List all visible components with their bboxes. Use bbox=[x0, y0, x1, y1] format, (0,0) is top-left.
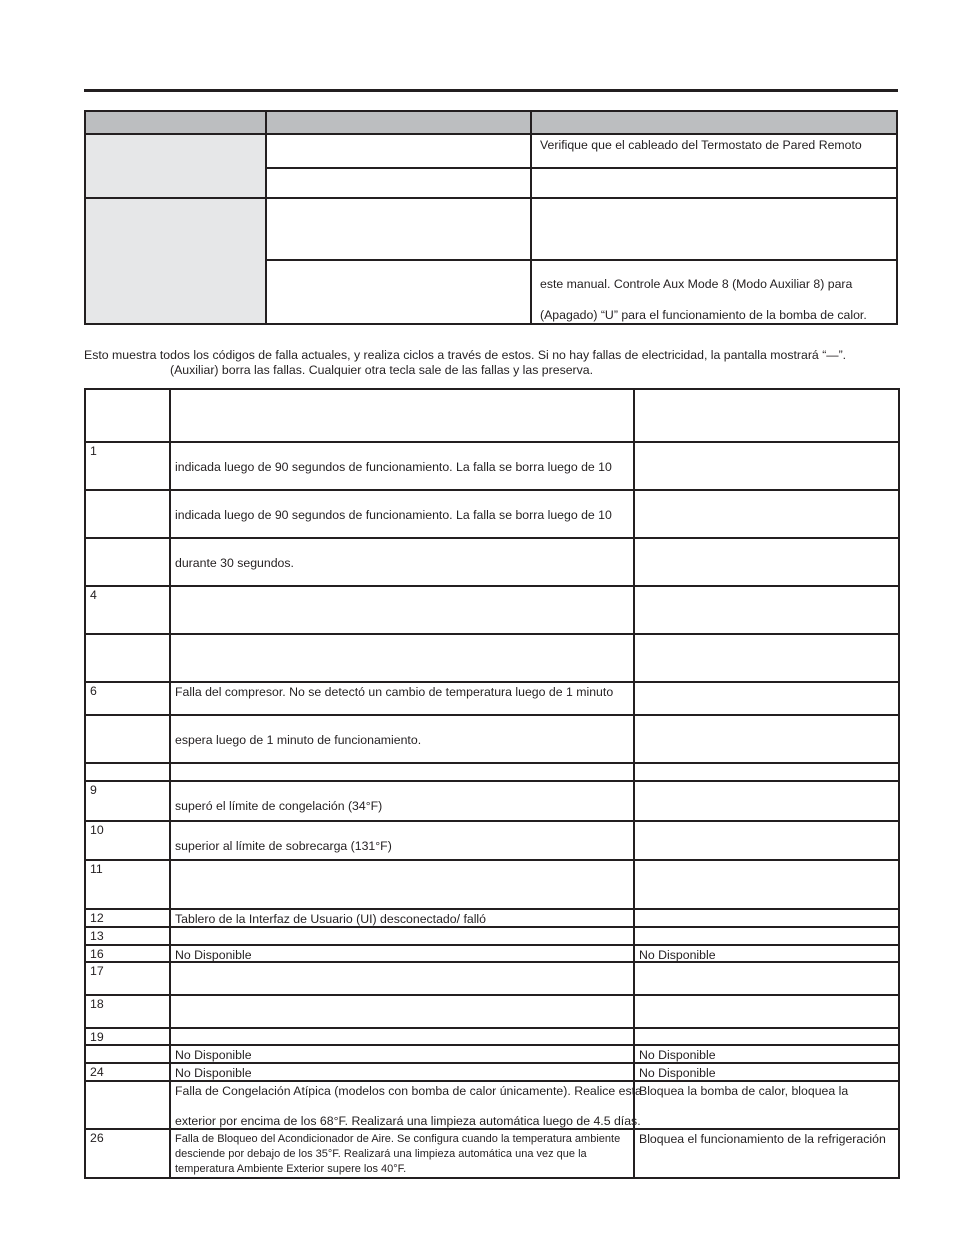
fault-description: exterior por encima de los 68°F. Realizará una limpieza automática luego de 4.5 días. bbox=[175, 1114, 641, 1128]
problem-cell-2 bbox=[84, 198, 265, 325]
header-row bbox=[84, 110, 898, 134]
fault-action: Bloquea el funcionamiento de la refrigeración bbox=[639, 1132, 886, 1146]
fault-description: indicada luego de 90 segundos de funcionamiento. La falla se borra luego de 10 bbox=[175, 508, 612, 522]
troubleshooting-table bbox=[84, 110, 898, 325]
fault-description: Falla de Congelación Atípica (modelos con bomba de calor únicamente). Realice esta bbox=[175, 1084, 642, 1098]
fault-description: Falla de Bloqueo del Acondicionador de Aire. Se configura cuando la temperatura ambiente bbox=[175, 1133, 621, 1145]
fault-code: 13 bbox=[90, 929, 104, 943]
fault-code: 18 bbox=[90, 997, 104, 1011]
solution-text-3a: este manual. Controle Aux Mode 8 (Modo Auxiliar 8) para bbox=[540, 277, 853, 291]
fault-description: indicada luego de 90 segundos de funcionamiento. La falla se borra luego de 10 bbox=[175, 460, 612, 474]
fault-action: No Disponible bbox=[639, 1048, 716, 1062]
fault-code: 4 bbox=[90, 588, 97, 602]
fault-description: superior al límite de sobrecarga (131°F) bbox=[175, 839, 392, 853]
fault-description: Tablero de la Interfaz de Usuario (UI) desconectado/ falló bbox=[175, 912, 487, 926]
fault-description: durante 30 segundos. bbox=[175, 556, 294, 570]
fault-description: superó el límite de congelación (34°F) bbox=[175, 799, 383, 813]
header-rule bbox=[84, 89, 898, 92]
fault-code: 16 bbox=[90, 947, 104, 961]
fault-action: No Disponible bbox=[639, 948, 716, 962]
fault-code-table bbox=[84, 388, 900, 1179]
fault-code: 17 bbox=[90, 964, 104, 978]
fault-description: No Disponible bbox=[175, 948, 252, 962]
fault-code: 1 bbox=[90, 444, 97, 458]
solution-text-1: Verifique que el cableado del Termostato de Pared Remoto bbox=[540, 138, 862, 152]
fault-code: 24 bbox=[90, 1065, 104, 1079]
fault-code: 10 bbox=[90, 823, 104, 837]
fault-description: desciende por debajo de los 35°F. Realizará una limpieza automática una vez que la bbox=[175, 1148, 587, 1160]
fault-description: Falla del compresor. No se detectó un cambio de temperatura luego de 1 minuto bbox=[175, 685, 614, 699]
fault-description: No Disponible bbox=[175, 1048, 252, 1062]
problem-cell-1 bbox=[84, 134, 265, 198]
fault-code: 6 bbox=[90, 684, 97, 698]
fault-code: 19 bbox=[90, 1030, 104, 1044]
fault-action: No Disponible bbox=[639, 1066, 716, 1080]
fault-code: 9 bbox=[90, 783, 97, 797]
fault-code: 12 bbox=[90, 911, 104, 925]
fault-description: temperatura Ambiente Exterior supere los 40°F. bbox=[175, 1163, 407, 1175]
intro-line-1: Esto muestra todos los códigos de falla actuales, y realiza ciclos a través de estos. Si no hay fallas de electricidad, la pantalla mostrará “—”. bbox=[84, 348, 847, 362]
fault-action: Bloquea la bomba de calor, bloquea la bbox=[639, 1084, 849, 1098]
solution-text-3b: (Apagado) “U” para el funcionamiento de la bomba de calor. bbox=[540, 308, 867, 322]
intro-line-2: (Auxiliar) borra las fallas. Cualquier otra tecla sale de las fallas y las preserva. bbox=[170, 363, 594, 377]
fault-description: No Disponible bbox=[175, 1066, 252, 1080]
fault-code: 11 bbox=[90, 862, 103, 876]
fault-code: 26 bbox=[90, 1131, 104, 1145]
fault-description: espera luego de 1 minuto de funcionamiento. bbox=[175, 733, 422, 747]
